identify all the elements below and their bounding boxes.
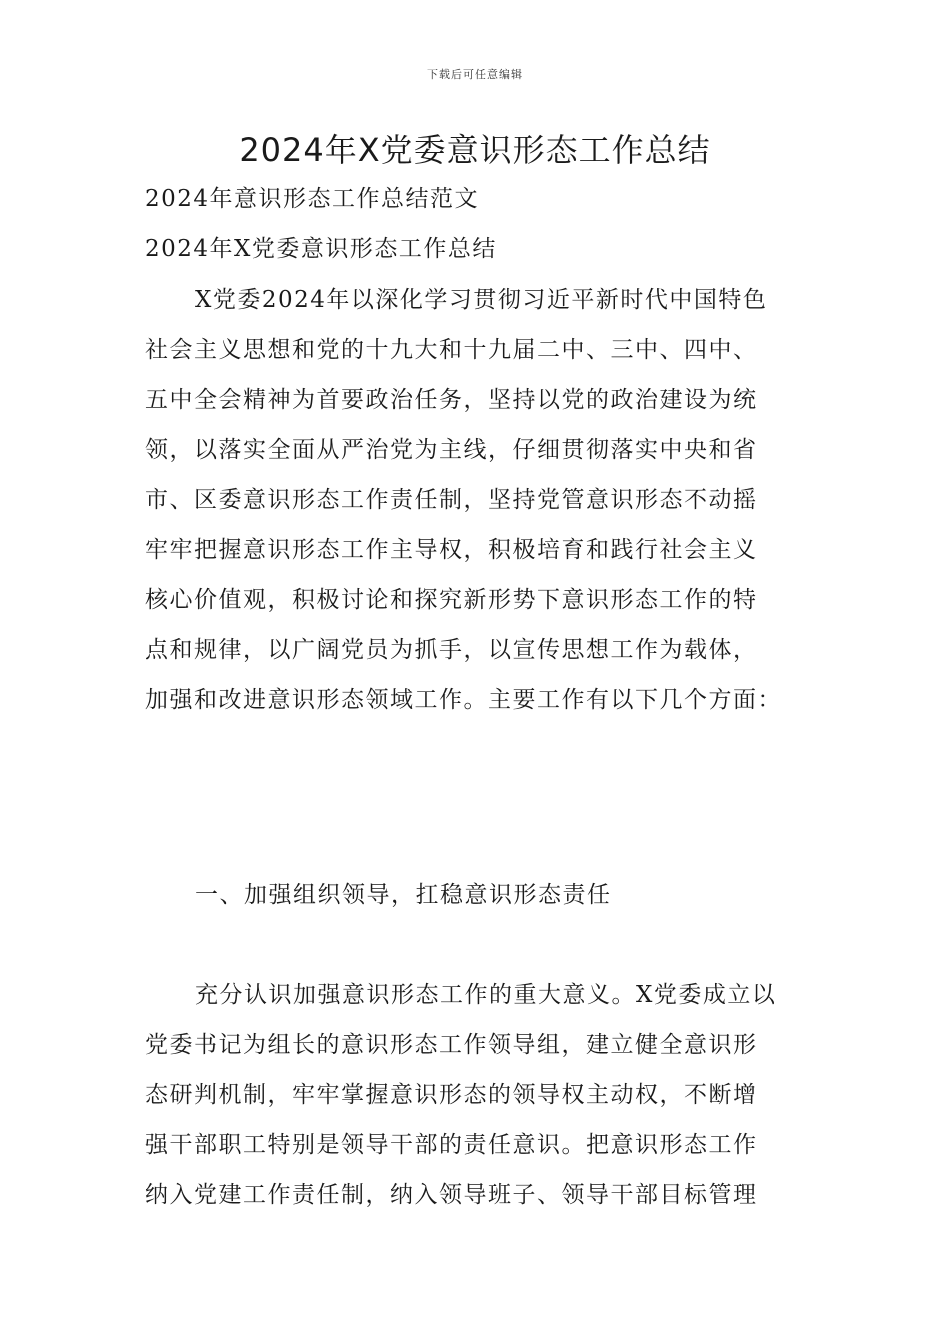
- paragraph-line: 加强和改进意识形态领域工作。主要工作有以下几个方面：: [145, 687, 782, 713]
- paragraph-line: 态研判机制，牢牢掌握意识形态的领导权主动权，不断增: [145, 1082, 758, 1108]
- intro-paragraph: [145, 285, 815, 735]
- section-paragraph: [145, 980, 815, 1230]
- section-heading: 一、加强组织领导，扛稳意识形态责任: [195, 882, 612, 908]
- paragraph-line: 牢牢把握意识形态工作主导权，积极培育和践行社会主义: [145, 537, 758, 563]
- header-note: 下载后可任意编辑: [427, 68, 523, 81]
- subtitle-line: 2024年意识形态工作总结范文: [145, 186, 480, 212]
- paragraph-line: 强干部职工特别是领导干部的责任意识。把意识形态工作: [145, 1132, 758, 1158]
- paragraph-line: 五中全会精神为首要政治任务，坚持以党的政治建设为统: [145, 387, 758, 413]
- paragraph-line: 社会主义思想和党的十九大和十九届二中、三中、四中、: [145, 337, 758, 363]
- paragraph-line: 核心价值观，积极讨论和探究新形势下意识形态工作的特: [145, 587, 758, 613]
- paragraph-line: X党委2024年以深化学习贯彻习近平新时代中国特色: [195, 287, 768, 313]
- paragraph-line: 领，以落实全面从严治党为主线，仔细贯彻落实中央和省: [145, 437, 758, 463]
- paragraph-line: 纳入党建工作责任制，纳入领导班子、领导干部目标管理: [145, 1182, 758, 1208]
- paragraph-line: 市、区委意识形态工作责任制，坚持党管意识形态不动摇: [145, 487, 758, 513]
- paragraph-line: 点和规律，以广阔党员为抓手，以宣传思想工作为载体，: [145, 637, 758, 663]
- document-title: 2024年X党委意识形态工作总结: [239, 131, 711, 169]
- paragraph-line: 充分认识加强意识形态工作的重大意义。X党委成立以: [195, 982, 777, 1008]
- subtitle-line: 2024年X党委意识形态工作总结: [145, 236, 497, 262]
- paragraph-line: 党委书记为组长的意识形态工作领导组，建立健全意识形: [145, 1032, 758, 1058]
